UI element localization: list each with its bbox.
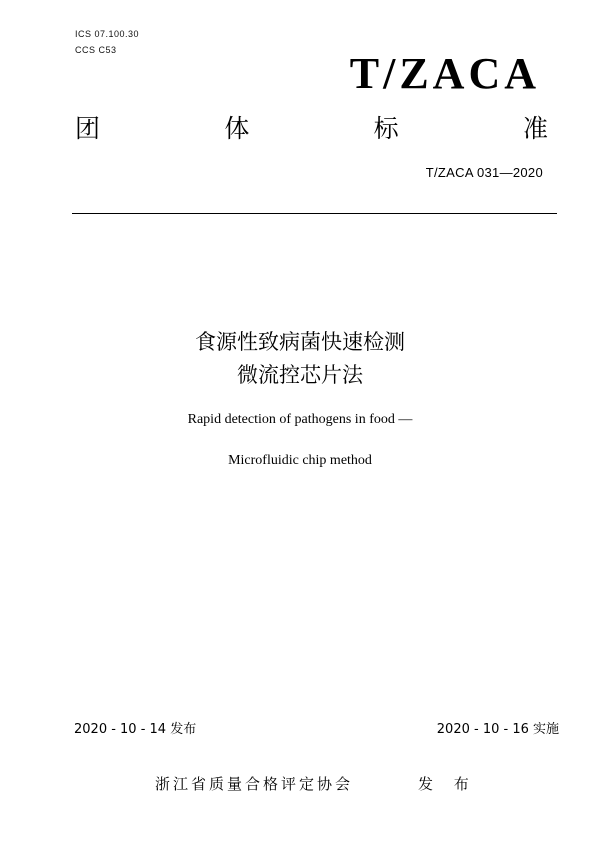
standard-type-char: 体 (224, 114, 250, 143)
publisher-name: 浙江省质量合格评定协会 (155, 775, 354, 793)
publish-label: 发 布 (418, 775, 477, 793)
implementation-date: 2020 - 10 - 16 实施 (436, 722, 559, 737)
title-chinese-line-1: 食源性致病菌快速检测 (195, 330, 405, 354)
ccs-code: CCS C53 (75, 45, 117, 55)
standard-brand-logo: T/ZACA (349, 49, 540, 98)
standard-type-char: 标 (373, 114, 399, 143)
ics-code: ICS 07.100.30 (75, 29, 140, 39)
standard-number: T/ZACA 031—2020 (425, 165, 543, 180)
standard-type-heading (75, 116, 548, 141)
title-english-line-2: Microfluidic chip method (228, 453, 372, 468)
title-english-line-1: Rapid detection of pathogens in food — (187, 412, 413, 427)
issue-date: 2020 - 10 - 14 发布 (74, 722, 197, 737)
standard-type-char: 团 (75, 114, 101, 143)
header-divider (72, 213, 557, 214)
standard-type-char: 准 (522, 114, 548, 143)
title-chinese-line-2: 微流控芯片法 (237, 363, 363, 387)
